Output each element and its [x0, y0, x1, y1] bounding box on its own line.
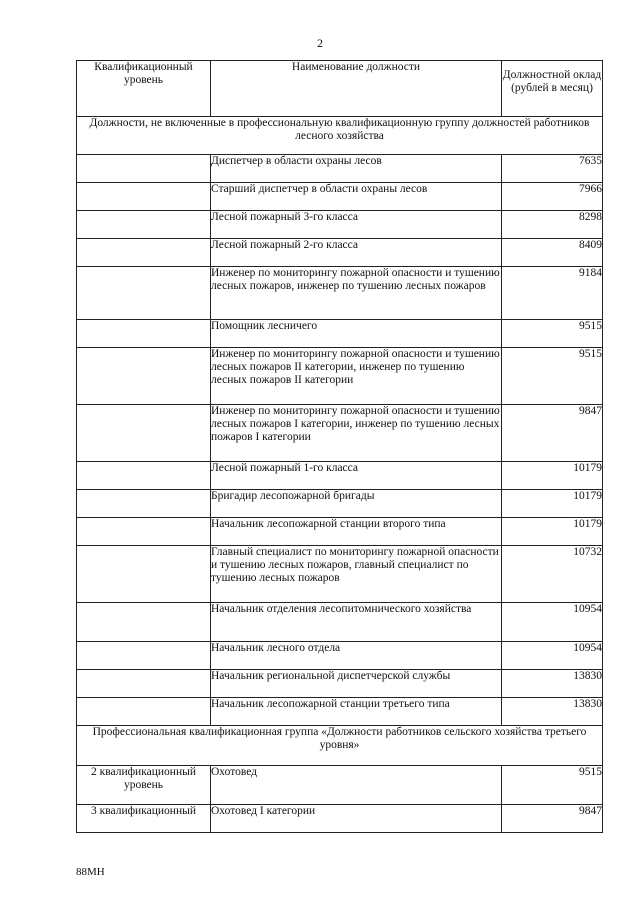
salary-cell: 9184 [502, 267, 603, 320]
position-cell: Начальник лесопожарной станции второго типа [211, 518, 502, 546]
salary-cell: 13830 [502, 698, 603, 726]
header-position-name: Наименование должности [211, 61, 502, 117]
table-row [77, 183, 603, 211]
level-cell [77, 462, 211, 490]
level-cell [77, 155, 211, 183]
level-cell [77, 603, 211, 642]
table-row [77, 155, 603, 183]
table-row [77, 348, 603, 405]
table-header-row [77, 61, 603, 117]
salary-cell: 7966 [502, 183, 603, 211]
salary-cell: 10179 [502, 462, 603, 490]
table-row [77, 766, 603, 805]
position-cell: Инженер по мониторингу пожарной опасности и тушению лесных пожаров, инженер по тушению лесных пожаров [211, 267, 502, 320]
position-cell: Начальник лесопожарной станции третьего типа [211, 698, 502, 726]
position-cell: Охотовед I категории [211, 805, 502, 833]
position-cell: Старший диспетчер в области охраны лесов [211, 183, 502, 211]
table-row [77, 239, 603, 267]
salary-cell: 9847 [502, 405, 603, 462]
position-cell: Начальник отделения лесопитомнического хозяйства [211, 603, 502, 642]
level-cell [77, 239, 211, 267]
table-row [77, 320, 603, 348]
salary-cell: 7635 [502, 155, 603, 183]
salary-cell: 13830 [502, 670, 603, 698]
position-cell: Лесной пожарный 3-го класса [211, 211, 502, 239]
position-cell: Помощник лесничего [211, 320, 502, 348]
group-heading-row [77, 726, 603, 766]
level-cell [77, 211, 211, 239]
level-cell: 2 квалификационный уровень [77, 766, 211, 805]
salary-cell: 10954 [502, 603, 603, 642]
level-cell [77, 405, 211, 462]
level-cell [77, 490, 211, 518]
level-cell [77, 518, 211, 546]
position-cell: Начальник лесного отдела [211, 642, 502, 670]
header-salary: Должностной оклад (рублей в месяц) [502, 61, 603, 117]
level-cell [77, 642, 211, 670]
level-cell [77, 183, 211, 211]
table-row [77, 546, 603, 603]
table-row [77, 670, 603, 698]
header-qualification-level: Квалификационный уровень [77, 61, 211, 117]
salary-cell: 8298 [502, 211, 603, 239]
table-row [77, 642, 603, 670]
level-cell [77, 320, 211, 348]
table-row [77, 805, 603, 833]
salary-cell: 10954 [502, 642, 603, 670]
salary-cell: 9515 [502, 766, 603, 805]
salary-cell: 9515 [502, 320, 603, 348]
position-cell: Главный специалист по мониторингу пожарной опасности и тушению лесных пожаров, главный специалист по тушению лесных пожаров [211, 546, 502, 603]
level-cell [77, 670, 211, 698]
level-cell [77, 267, 211, 320]
page-number: 2 [317, 36, 323, 50]
level-cell [77, 348, 211, 405]
position-cell: Лесной пожарный 1-го класса [211, 462, 502, 490]
salary-cell: 9847 [502, 805, 603, 833]
level-cell [77, 546, 211, 603]
position-cell: Диспетчер в области охраны лесов [211, 155, 502, 183]
table-row [77, 698, 603, 726]
table-row [77, 211, 603, 239]
position-cell: Охотовед [211, 766, 502, 805]
document-code: 88МН [76, 866, 105, 878]
group-heading-agriculture: Профессиональная квалификационная группа «Должности работников сельского хозяйства третьего уровня» [77, 726, 603, 766]
position-cell: Инженер по мониторингу пожарной опасности и тушению лесных пожаров I категории, инженер по тушению лесных пожаров I категории [211, 405, 502, 462]
salary-cell: 9515 [502, 348, 603, 405]
position-cell: Бригадир лесопожарной бригады [211, 490, 502, 518]
position-cell: Инженер по мониторингу пожарной опасности и тушению лесных пожаров II категории, инженер по тушению лесных пожаров II категории [211, 348, 502, 405]
table-row [77, 405, 603, 462]
table-row [77, 490, 603, 518]
position-cell: Лесной пожарный 2-го класса [211, 239, 502, 267]
table-row [77, 462, 603, 490]
table-row [77, 267, 603, 320]
level-cell [77, 698, 211, 726]
salary-cell: 8409 [502, 239, 603, 267]
group-heading-forestry: Должности, не включенные в профессиональную квалификационную группу должностей работников лесного хозяйства [77, 117, 603, 155]
table-row [77, 518, 603, 546]
table-row [77, 603, 603, 642]
level-cell: 3 квалификационный [77, 805, 211, 833]
position-cell: Начальник региональной диспетчерской службы [211, 670, 502, 698]
salary-table [76, 60, 603, 833]
salary-cell: 10179 [502, 490, 603, 518]
group-heading-row [77, 117, 603, 155]
salary-cell: 10732 [502, 546, 603, 603]
salary-cell: 10179 [502, 518, 603, 546]
